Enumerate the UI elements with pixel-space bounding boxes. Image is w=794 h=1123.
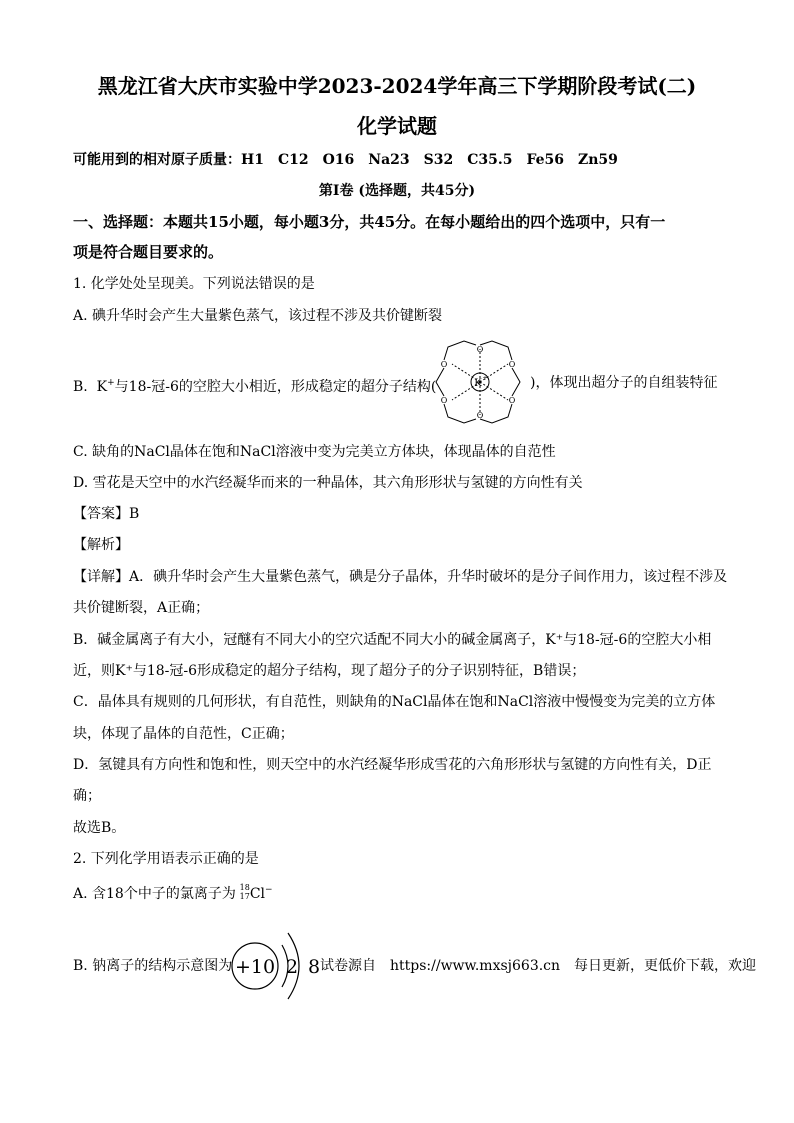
atomic-masses: 可能用到的相对原子质量：H1 C12 O16 Na23 S32 C35.5 Fe56 Zn59 <box>73 152 618 168</box>
crown-oxygen-2: O <box>508 360 516 369</box>
crown-oxygen-1: O <box>476 345 484 354</box>
q1-detail-b-line2: 近，则K⁺与18-冠-6形成稳定的超分子结构，现了超分子的分子识别特征，B错误； <box>73 663 586 679</box>
q1-option-c: C. 缺角的NaCl晶体在饱和NaCl溶液中变为完美立方体块，体现晶体的自范性 <box>73 444 556 460</box>
shell-1-electrons: 2 <box>285 956 299 978</box>
sodium-ion-structure-diagram <box>228 923 320 1007</box>
part-heading: 第Ⅰ卷 (选择题，共45分) <box>318 183 476 199</box>
q1-detail-c-line2: 块，体现了晶体的自范性，C正确； <box>73 726 294 742</box>
section-instructions-line1: 一、选择题：本题共15小题，每小题3分，共45分。在每小题给出的四个选项中，只有一 <box>73 213 666 231</box>
q1-analysis-heading: 【解析】 <box>73 537 129 553</box>
q1-option-b-text2: )，体现出超分子的自组装特征 <box>530 375 718 391</box>
crown-oxygen-5: O <box>440 396 448 405</box>
q1-option-b-ion: K <box>96 379 108 395</box>
crown-ether-diagram <box>432 339 528 425</box>
q2-chloride-symbol: Cl <box>249 886 266 902</box>
shell-2-electrons: 8 <box>307 956 320 978</box>
page-subtitle: 化学试题 <box>357 114 437 138</box>
watermark-text: 试卷源自 https://www.mxsj663.cn 每日更新，更低价下载，欢迎 <box>320 958 757 974</box>
section-instructions-line2: 项是符合题目要求的。 <box>73 243 224 261</box>
q1-detail-a-line2: 共价键断裂，A正确； <box>73 600 210 616</box>
q2-option-a-line <box>73 880 273 904</box>
q1-detail-a-line1: 【详解】A．碘升华时会产生大量紫色蒸气，碘是分子晶体，升华时破坏的是分子间作用力，该过程不涉及 <box>73 569 728 585</box>
q2-atomic-number: 17 <box>239 892 250 901</box>
q2-option-b-text: B. 钠离子的结构示意图为 <box>73 958 233 974</box>
q2-option-a-text: A. 含18个中子的氯离子为 <box>73 886 236 902</box>
crown-center-ion: K <box>474 378 482 389</box>
nucleus-label: +10 <box>234 956 276 978</box>
q1-detail-b-line1: B．碱金属离子有大小，冠醚有不同大小的空穴适配不同大小的碱金属离子，K⁺与18-冠-6的空腔大小相 <box>73 632 712 648</box>
q1-option-b-label: B. <box>73 379 88 395</box>
q1-detail-d-line2: 确； <box>73 788 101 804</box>
q1-answer: 【答案】B <box>73 506 140 522</box>
page-title: 黑龙江省大庆市实验中学2023-2024学年高三下学期阶段考试(二) <box>97 74 697 98</box>
crown-oxygen-3: O <box>508 396 516 405</box>
q1-option-a: A. 碘升华时会产生大量紫色蒸气，该过程不涉及共价键断裂 <box>73 308 443 324</box>
q1-option-b-ion-charge: + <box>107 378 115 388</box>
q1-option-d: D. 雪花是天空中的水汽经凝华而来的一种晶体，其六角形形状与氢键的方向性有关 <box>73 475 583 491</box>
q1-option-b-line <box>73 373 436 397</box>
q2-stem: 2. 下列化学用语表示正确的是 <box>73 851 259 867</box>
crown-center-charge: + <box>482 375 488 382</box>
q1-conclusion: 故选B。 <box>73 820 126 836</box>
q1-detail-d-line1: D．氢键具有方向性和饱和性，则天空中的水汽经凝华形成雪花的六角形形状与氢键的方向性有关，D正 <box>73 757 712 773</box>
crown-oxygen-4: O <box>476 411 484 420</box>
crown-oxygen-6: O <box>440 360 448 369</box>
q1-option-b-text1: 与18-冠-6的空腔大小相近，形成稳定的超分子结构( <box>114 379 437 395</box>
q1-detail-c-line1: C．晶体具有规则的几何形状，有自范性，则缺角的NaCl晶体在饱和NaCl溶液中慢慢变为完美的立方体 <box>73 694 716 710</box>
q1-stem: 1. 化学处处呈现美。下列说法错误的是 <box>73 276 315 292</box>
q2-mass-number: 18 <box>239 883 250 892</box>
q2-nuclide-numbers <box>236 884 250 904</box>
q2-chloride-charge: − <box>265 885 273 895</box>
